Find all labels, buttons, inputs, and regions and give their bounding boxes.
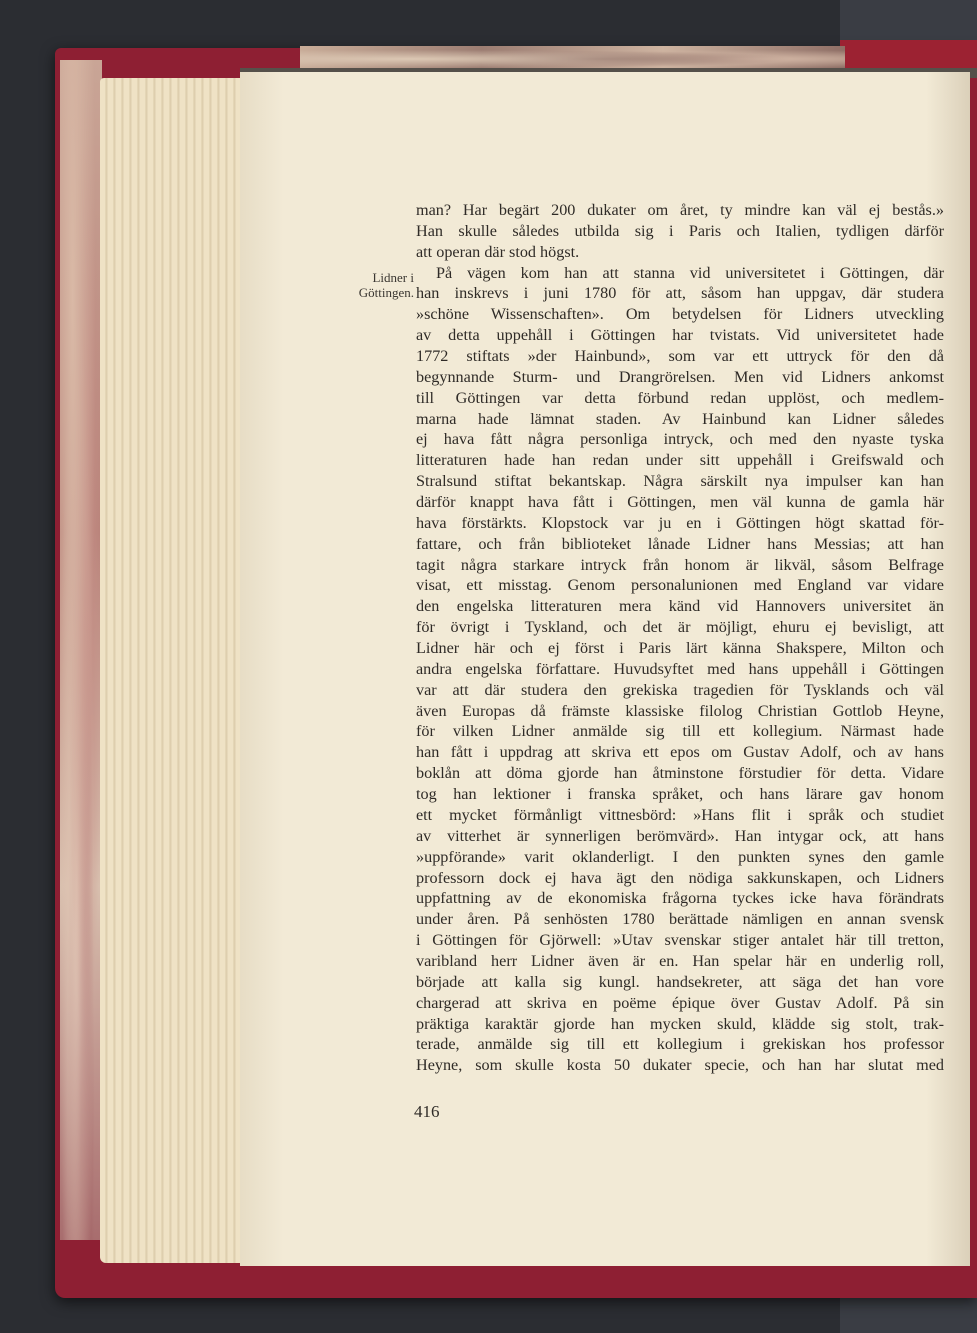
text-line: boklån att döma gjorde han åtminstone förstudier för detta. Vidare [416, 764, 944, 783]
marbled-endpaper-side [60, 60, 102, 1240]
text-line: tog han lektioner i franska språket, och hans lärare gav honom [416, 785, 944, 804]
text-line: hava förstärkts. Klopstock var ju en i Göttingen högt skattad för- [416, 513, 944, 532]
margin-note-line: Lidner i [372, 270, 414, 285]
text-line: att operan där stod högst. [416, 242, 580, 261]
text-line: 1772 stiftats »der Hainbund», som var ett uttryck för den då [416, 347, 944, 366]
text-line: »uppförande» varit oklanderligt. I den punkten synes den gamle [416, 847, 944, 866]
text-line: uppfattning av de ekonomiska frågorna tyckes icke hava förändrats [416, 889, 944, 908]
text-line: ett mycket förmånligt vittnesbörd: »Hans flit i språk och studiet [416, 805, 944, 824]
text-line: marna hade lämnat staden. Av Hainbund kan Lidner således [416, 409, 944, 428]
text-line: därför knappt hava fått i Göttingen, men väl kunna de gamla här [416, 493, 944, 512]
text-line: för vilken Lidner anmälde sig till ett kollegium. Närmast hade [416, 722, 944, 741]
text-line: Han skulle således utbilda sig i Paris och Italien, tydligen därför [416, 221, 944, 240]
text-line: andra engelska författare. Huvudsyftet med hans uppehåll i Göttingen [416, 659, 944, 678]
text-line: han fått i uppdrag att skriva ett epos om Gustav Adolf, och av hans [416, 743, 944, 762]
text-line: den engelska litteraturen mera känd vid Hannovers universitet än [416, 597, 944, 616]
body-text [416, 200, 944, 1076]
text-line: På vägen kom han att stanna vid universitetet i Göttingen, där [436, 263, 944, 282]
text-line: litteraturen hade han redan under sitt uppehåll i Greifswald och [416, 451, 944, 470]
text-line: man? Har begärt 200 dukater om året, ty mindre kan väl ej bestås.» [416, 201, 944, 219]
text-line: var att där studera den grekiska tragedien för Tysklands och väl [416, 680, 944, 699]
text-line: ej hava fått några personliga intryck, och med den nyaste tyska [416, 430, 944, 449]
text-line: präktiga karaktär gjorde han mycken skuld, klädde sig stolt, trak- [416, 1014, 944, 1033]
text-line: av vitterhet är synnerligen berömvärd». Han intygar ock, att hans [416, 826, 944, 845]
cover-edge-top [840, 40, 977, 70]
text-line: varibland herr Lidner även är en. Han spelar här en underlig roll, [416, 951, 944, 970]
page-number: 416 [414, 1102, 440, 1121]
margin-note-line: Göttingen. [358, 285, 414, 300]
text-line: Heyne, som skulle kosta 50 dukater specie, och han har slutat med [416, 1056, 944, 1075]
text-line: fattare, och från biblioteket lånade Lidner hans Messias; att han [416, 534, 944, 553]
text-line: i Göttingen för Gjörwell: »Utav svenskar stiger antalet här till tretton, [416, 931, 944, 950]
text-line: visat, ett misstag. Genom personalunionen med England var vidare [416, 576, 944, 595]
text-line: professorn dock ej hava ägt den nödiga sakkunskapen, och Lidners [416, 868, 944, 887]
text-line: Lidner här och ej först i Paris lärt känna Shakspere, Milton och [416, 639, 944, 658]
text-line: »schöne Wissenschaften». Om betydelsen för Lidners utveckling [416, 305, 944, 324]
text-line: började att kalla sig kungl. handsekreter, att säga det han vore [416, 972, 944, 991]
page-edges [100, 78, 245, 1263]
text-line: Stralsund stiftat bekantskap. Några särskilt nya impulser kan han [416, 472, 944, 491]
text-line: terade, anmälde sig till ett kollegium i grekiskan hos professor [416, 1035, 944, 1054]
text-line: tagit några starkare intryck från honom är likväl, såsom Belfrage [416, 555, 944, 574]
text-line: han inskrevs i juni 1780 för att, såsom han uppgav, där studera [416, 284, 944, 303]
text-line: chargerad att skriva en poëme épique över Gustav Adolf. På sin [416, 993, 944, 1012]
text-line: av detta uppehåll i Göttingen har tvistats. Vid universitetet hade [416, 326, 944, 345]
text-line: för övrigt i Tyskland, och det är möjligt, ehuru ej bevisligt, att [416, 618, 944, 637]
text-line: även Europas då främste klassiske filolog Christian Gottlob Heyne, [416, 701, 944, 720]
text-line: till Göttingen var detta förbund redan upplöst, och medlem- [416, 388, 944, 407]
text-line: begynnande Sturm- und Drangrörelsen. Men vid Lidners ankomst [416, 367, 944, 386]
text-line: under åren. På senhösten 1780 berättade nämligen en annan svensk [416, 910, 944, 929]
margin-note [344, 270, 414, 300]
